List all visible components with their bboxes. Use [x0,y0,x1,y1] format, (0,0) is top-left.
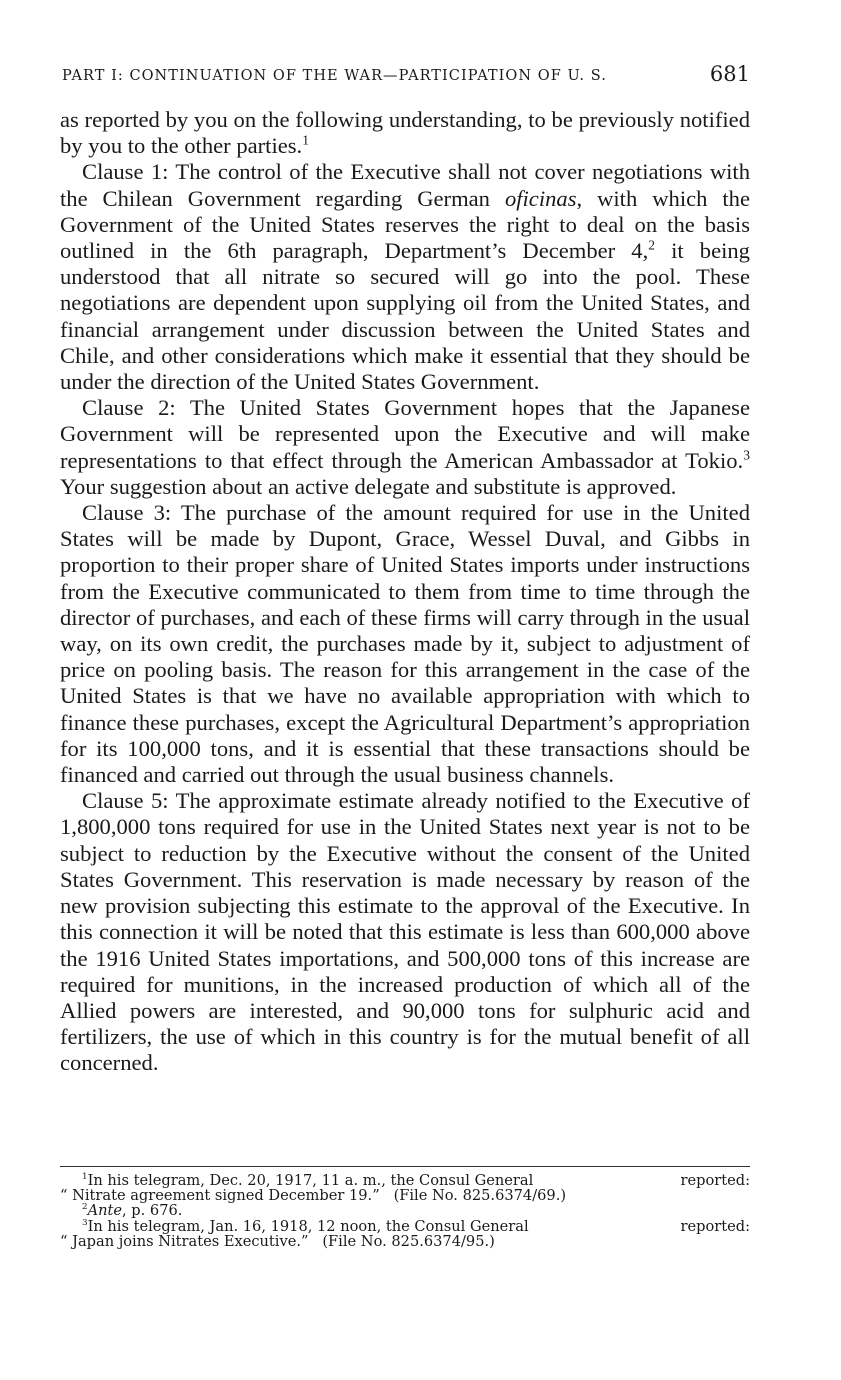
footnote-marker-2: 2 [82,1202,88,1213]
footnote-divider [60,1166,750,1167]
footnote-3-line-2: “ Japan joins Nitrates Executive.” (File No. 825.6374/95.) [60,1232,495,1250]
paragraph-clause-2 [60,395,750,500]
clause-1-text-b: , with which the Government of the United States reserves the right to deal on the basis outlined in the 6th paragraph, Department’s December 4, [60,185,750,264]
footnote-2 [60,1203,750,1218]
page-header [62,62,750,90]
footnote-1-line-1-end: reported: [680,1172,750,1189]
paragraph-clause-5: Clause 5: The approximate estimate already notified to the Executive of 1,800,000 tons required for use in the United States next year is not to be subject to reduction by the Executive without the consent of the United States Government. This reservation is made necessary by reason of the new provision subjecting this estimate to the approval of the Executive. In this connection it will be noted that this estimate is less than 600,000 above the 1916 United States importations, and 500,000 tons of this increase are required for munitions, in the increased production of which all of the Allied powers are interested, and 90,000 tons for sulphuric acid and fertilizers, the use of which in this country is for the mutual benefit of all concerned. [60,788,750,1076]
paragraph-intro [60,107,750,159]
footnote-3-line-1-end: reported: [680,1217,750,1235]
page-number: 681 [709,62,750,86]
footnote-3 [60,1219,750,1249]
footnote-1 [60,1173,750,1203]
footnote-2-italic: Ante [87,1202,123,1220]
intro-text: as reported by you on the following understanding, to be previously notified by you to the other parties. [60,107,750,159]
clause-1-text-c: it being understood that all nitrate so secured will go into the pool. These negotiations are dependent upon supplying oil from the United States, and financial arrangement under discussion between the United States and Chile, and other considerations which make it essential that they should be under the direction of the United States Government. [60,238,750,395]
footnote-1-line-1: In his telegram, Dec. 20, 1917, 11 a. m., the Consul General [87,1172,534,1189]
body-text [60,107,750,1077]
footnote-2-text: , p. 676. [122,1202,183,1220]
clause-2-text-b: Your suggestion about an active delegate and substitute is approved. [60,473,677,499]
clause-1-text-a: Clause 1: The control of the Executive shall not cover negotiations with the Chilean Government regarding German [60,159,750,211]
footnote-1-line-2: “ Nitrate agreement signed December 19.” (File No. 825.6374/69.) [60,1187,567,1205]
footnote-ref-1: 1 [302,132,309,148]
footnotes [60,1173,750,1249]
running-title: PART I: CONTINUATION OF THE WAR—PARTICIPATION OF U. S. [62,68,607,84]
paragraph-clause-1 [60,159,750,395]
clause-1-italic-term: oficinas [504,185,577,211]
footnote-marker-3: 3 [82,1217,88,1228]
paragraph-clause-3: Clause 3: The purchase of the amount required for use in the United States will be made by Dupont, Grace, Wessel Duval, and Gibbs in proportion to their proper share of United States imports under instructions from the Executive communicated to them from time to time through the director of purchases, and each of these firms will carry through in the usual way, on its own credit, the purchases made by it, subject to adjustment of price on pooling basis. The reason for this arrangement in the case of the United States is that we have no available appropriation with which to finance these purchases, except the Agricultural Department’s appropriation for its 100,000 tons, and it is essential that these transactions should be financed and carried out through the usual business channels. [60,500,750,788]
footnote-ref-3: 3 [743,447,750,463]
clause-2-text-a: Clause 2: The United States Government hopes that the Japanese Government will be represented upon the Executive and will make representations to that effect through the American Ambassador at Tokio. [60,395,750,473]
footnote-marker-1: 1 [82,1172,88,1183]
footnote-ref-2: 2 [648,237,656,253]
footnote-3-line-1: In his telegram, Jan. 16, 1918, 12 noon, the Consul General [87,1217,529,1235]
